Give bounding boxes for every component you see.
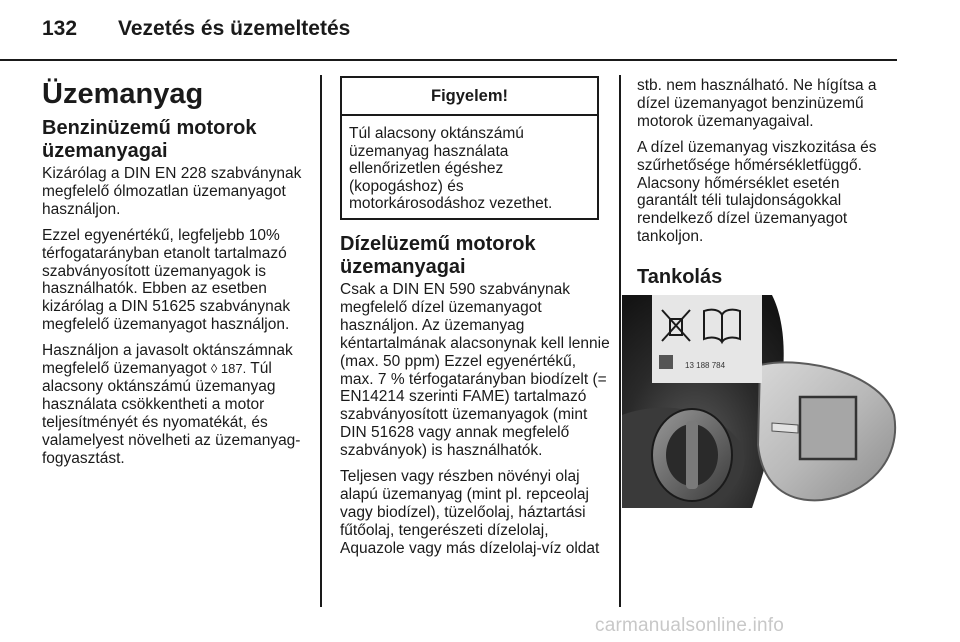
page-header — [0, 0, 960, 62]
subheading-refuelling: Tankolás — [637, 266, 723, 288]
column-divider-left — [320, 75, 322, 607]
octane-text-start: Használjon a javasolt oktánszámnak megfelelő üzemanyagot — [42, 342, 293, 378]
paragraph-octane — [42, 342, 310, 467]
label-part-number: 13 188 784 — [685, 361, 726, 370]
left-column — [42, 77, 310, 476]
page-reference-link[interactable]: ◊ 187. — [210, 361, 247, 377]
middle-column — [340, 233, 610, 566]
subheading-petrol-fuel: Benzinüzemű motorok üzemanyagai — [42, 117, 257, 162]
section-heading-fuel: Üzemanyag — [42, 78, 204, 110]
warning-text: Túl alacsony oktánszámú üzemanyag használata ellenőrizetlen égéshez (kopogáshoz) és motorkárosodáshoz vezethet. — [349, 125, 553, 213]
header-divider — [0, 59, 897, 61]
paragraph-no-dilution: stb. nem használható. Ne hígítsa a dízel üzemanyagot benzinüzemű motorok üzemanyagaival. — [637, 77, 877, 130]
subheading-diesel-fuel: Dízelüzemű motorok üzemanyagai — [340, 233, 536, 278]
paragraph-viscosity: A dízel üzemanyag viszkozitása és szűrhetősége hőmérsékletfüggő. Alacsony hőmérséklet esetén garantált téli tulajdonságokkal rendelkező dízel üzemanyagot tankoljon. — [637, 138, 877, 246]
page-number: 132 — [42, 17, 78, 40]
octane-text-end: Túl alacsony oktánszámú üzemanyag használata csökkentheti a motor teljesítményét és nyomatékát, és valamelyest növelheti az üzemanyag-fogyasztást. — [42, 360, 301, 467]
paragraph-din-en-590: Csak a DIN EN 590 szabványnak megfelelő dízel üzemanyagot használjon. Az üzemanyag kéntartalmának alacsonynak kell lennie (max. 50 ppm) Ezzel egyenértékű, max. 7 % térfogatarányban biodízelt (= EN14214 szerinti FAME) tartalmazó szabványosított üzemanyagok (mint DIN 51628 vagy annak megfelelő szabványok) is használhatók. — [340, 281, 610, 460]
paragraph-ethanol: Ezzel egyenértékű, legfeljebb 10% térfogatarányban etanolt tartalmazó szabványosított üzemanyagok is használhatók. Ebben az esetben kizárólag a DIN 51625 szabványnak megfelelő üzemanyagot használjon. — [42, 226, 291, 334]
watermark: carmanualsonline.info — [595, 615, 785, 636]
warning-box — [340, 76, 599, 220]
fuel-filler-flap-photo — [622, 295, 899, 508]
warning-title: Figyelem! — [342, 78, 597, 116]
column-divider-right — [619, 75, 621, 607]
paragraph-din-en-228: Kizárólag a DIN EN 228 szabványnak megfelelő ólmozatlan üzemanyagot használjon. — [42, 165, 302, 218]
chapter-title: Vezetés és üzemeltetés — [118, 17, 351, 40]
fuel-filler-illustration — [622, 295, 899, 508]
paragraph-unsuitable-fuels: Teljesen vagy részben növényi olaj alapú üzemanyag (mint pl. repceolaj vagy biodízel), tüzelőolaj, háztartási fűtőolaj, tengerészeti dízelolaj, Aquazole vagy más dízelolaj-víz oldat — [340, 468, 600, 557]
right-column — [637, 77, 899, 254]
